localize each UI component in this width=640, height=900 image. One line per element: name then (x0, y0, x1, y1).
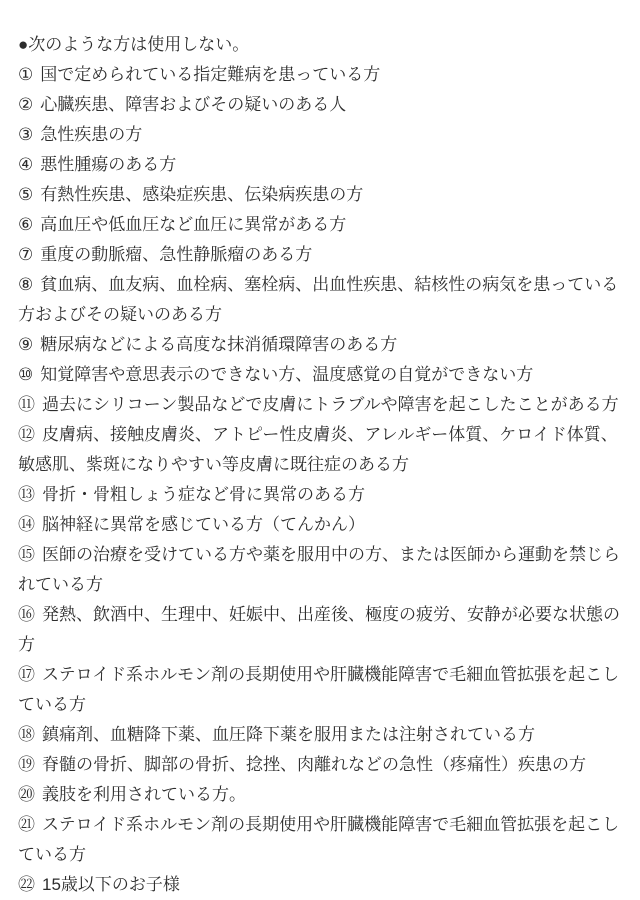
list-item (18, 240, 621, 270)
heading-text: 次のような方は使用しない。 (28, 35, 250, 54)
list-item (18, 660, 621, 720)
list-item (18, 810, 621, 870)
list-item (18, 480, 621, 510)
item-text: ステロイド系ホルモン剤の長期使用や肝臓機能障害で毛細血管拡張を起こしている方 (18, 815, 620, 864)
item-text: 脳神経に異常を感じている方（てんかん） (42, 515, 365, 534)
item-text: ステロイド系ホルモン剤の長期使用や肝臓機能障害で毛細血管拡張を起こしている方 (18, 665, 620, 714)
item-text: 貧血病、血友病、血栓病、塞栓病、出血性疾患、結核性の病気を患っている方およびその疑いのある方 (18, 275, 619, 324)
item-text: 脊髄の骨折、脚部の骨折、捻挫、肉離れなどの急性（疼痛性）疾患の方 (42, 755, 586, 774)
item-text: 医師の治療を受けている方や薬を服用中の方、または医師から運動を禁じられている方 (18, 545, 620, 594)
item-marker: ㉑ (18, 815, 35, 834)
item-marker: ⑥ (18, 215, 34, 234)
item-marker: ② (18, 95, 34, 114)
item-text: 鎮痛剤、血糖降下薬、血圧降下薬を服用または注射されている方 (42, 725, 535, 744)
list-item (18, 870, 621, 900)
list-item (18, 150, 621, 180)
item-text: 重度の動脈瘤、急性静脈瘤のある方 (40, 245, 313, 264)
list-item (18, 510, 621, 540)
item-marker: ⑬ (18, 485, 35, 504)
item-text: 知覚障害や意思表示のできない方、温度感覚の自覚ができない方 (40, 365, 534, 384)
list-item (18, 540, 621, 600)
list-item (18, 750, 621, 780)
list-item (18, 180, 621, 210)
list-item (18, 270, 621, 330)
list-item (18, 360, 621, 390)
item-marker: ⑫ (18, 425, 35, 444)
item-text: 国で定められている指定難病を患っている方 (40, 65, 381, 84)
item-text: 急性疾患の方 (40, 125, 143, 144)
item-marker: ⑩ (18, 365, 34, 384)
item-text: 15歳以下のお子様 (42, 875, 180, 894)
list-item (18, 210, 621, 240)
list-item (18, 120, 621, 150)
contraindication-list (18, 60, 621, 900)
item-text: 悪性腫瘍のある方 (40, 155, 177, 174)
item-marker: ⑱ (18, 725, 35, 744)
list-item (18, 330, 621, 360)
item-marker: ⑮ (18, 545, 35, 564)
list-item (18, 60, 621, 90)
item-text: 高血圧や低血圧など血圧に異常がある方 (40, 215, 347, 234)
item-marker: ① (18, 65, 34, 84)
list-item (18, 720, 621, 750)
item-marker: ⑨ (18, 335, 34, 354)
item-marker: ⑰ (18, 665, 35, 684)
item-text: 心臓疾患、障害およびその疑いのある人 (40, 95, 347, 114)
item-marker: ⑲ (18, 755, 35, 774)
list-item (18, 90, 621, 120)
item-marker: ⑯ (18, 605, 35, 624)
list-item (18, 600, 621, 660)
item-marker: ④ (18, 155, 34, 174)
list-item (18, 420, 621, 480)
item-marker: ⑳ (18, 785, 35, 804)
item-text: 義肢を利用されている方。 (42, 785, 246, 804)
item-marker: ㉒ (18, 875, 35, 894)
list-item (18, 780, 621, 810)
item-marker: ⑭ (18, 515, 35, 534)
item-text: 骨折・骨粗しょう症など骨に異常のある方 (42, 485, 365, 504)
item-marker: ⑪ (18, 395, 35, 414)
item-text: 糖尿病などによる高度な抹消循環障害のある方 (40, 335, 398, 354)
item-marker: ⑧ (18, 275, 34, 294)
bullet-icon: ● (18, 35, 29, 54)
item-text: 皮膚病、接触皮膚炎、アトピー性皮膚炎、アレルギー体質、ケロイド体質、敏感肌、紫斑になりやすい等皮膚に既往症のある方 (18, 425, 618, 474)
list-item (18, 390, 621, 420)
item-marker: ③ (18, 125, 34, 144)
document-heading (18, 30, 621, 60)
item-text: 発熱、飲酒中、生理中、妊娠中、出産後、極度の疲労、安静が必要な状態の方 (18, 605, 620, 654)
item-text: 過去にシリコーン製品などで皮膚にトラブルや障害を起こしたことがある方 (42, 395, 619, 414)
item-marker: ⑤ (18, 185, 34, 204)
item-text: 有熱性疾患、感染症疾患、伝染病疾患の方 (40, 185, 364, 204)
item-marker: ⑦ (18, 245, 34, 264)
